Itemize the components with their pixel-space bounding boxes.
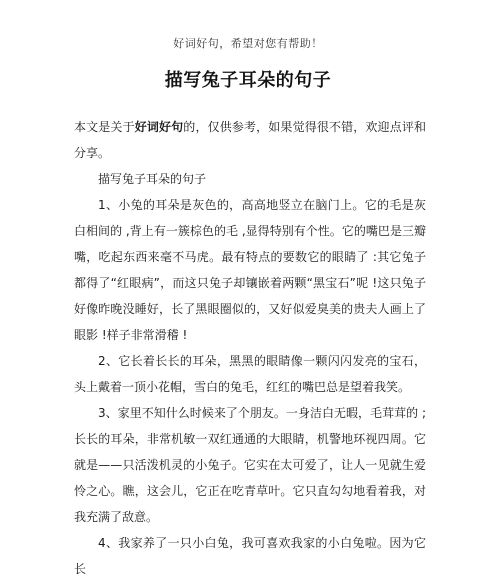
subheading: 描写兔子耳朵的句子	[98, 172, 207, 186]
header-note: 好词好句，希望对您有帮助！	[173, 37, 323, 50]
page-title: 描写兔子耳朵的句子	[164, 70, 332, 91]
intro-paragraph	[74, 114, 426, 166]
intro-before: 本文是关于	[74, 120, 135, 134]
intro-after: 的，仅供参考，如果觉得很不错，欢迎点评和分享。	[74, 120, 426, 160]
paragraph-4: 4、我家养了一只小白兔，我可喜欢我家的小白兔啦。因为它长	[74, 536, 426, 576]
paragraph-3: 3、家里不知什么时候来了个朋友。一身洁白无暇，毛茸茸的 ;长长的耳朵，非常机敏一双红通通的大眼睛，机警地环视四周。它就是——只活泼机灵的小兔子。它实在太可爱了，让人一见就生爱怜之心。瞧，这会儿，它正在吃青草叶。它只直勾勾地看着我，对我充满了敌意。	[74, 406, 426, 524]
intro-keyword: 好词好句	[134, 120, 184, 134]
paragraph-1: 1、小兔的耳朵是灰色的，高高地竖立在脑门上。它的毛是灰白相间的 ,背上有一簇棕色的毛 ,显得特别有个性。它的嘴巴是三瓣嘴，吃起东西来毫不马虎。最有特点的要数它的眼睛了 :其它兔子都得了“红眼病”，而这只兔子却镶嵌着两颗“黑宝石”呢 !这只兔子好像昨晚没睡好，长了黑眼圈似的，又好似爱臭美的贵夫人画上了眼影 !样子非常滑稽 !	[74, 198, 426, 342]
paragraph-2: 2、它长着长长的耳朵，黑黑的眼睛像一颗闪闪发亮的宝石，头上戴着一顶小花帽，雪白的兔毛，红红的嘴巴总是望着我笑。	[74, 354, 426, 394]
article-body	[74, 114, 426, 582]
